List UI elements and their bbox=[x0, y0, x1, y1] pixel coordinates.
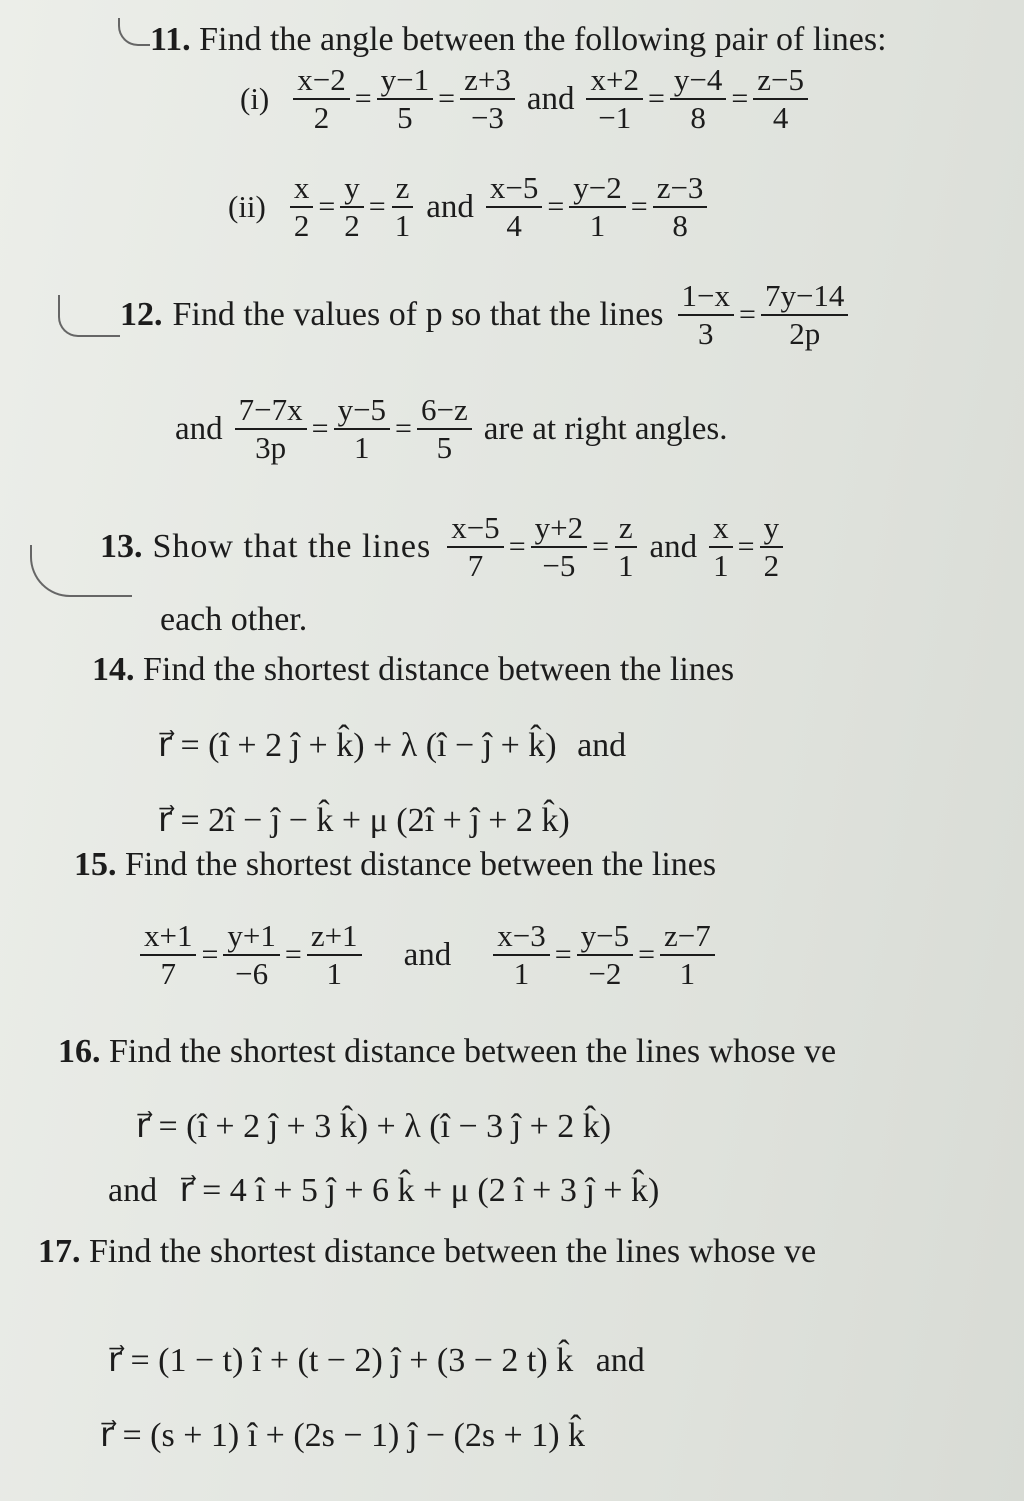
question-text: Find the shortest distance between the lines bbox=[125, 846, 717, 883]
question-17-heading bbox=[38, 1232, 816, 1272]
fraction: $\frac{y+2}{-5}$ bbox=[531, 510, 587, 584]
fraction: $\frac{x}{2}$ bbox=[290, 170, 314, 244]
question-text: Find the values of p so that the lines bbox=[172, 296, 664, 333]
part-label: (i) bbox=[240, 81, 270, 116]
question-11-heading bbox=[150, 20, 887, 60]
vector-equation: r⃗ = (1 − t) î + (t − 2) ĵ + (3 − 2 t) k̂ bbox=[108, 1342, 574, 1379]
question-12-line-1: 12. Find the values of p so that the lines $\frac{1-x}{3}$ = $\frac{7y-14}{2p}$ bbox=[120, 278, 850, 352]
fraction: $\frac{x}{1}$ bbox=[709, 510, 733, 584]
fraction: $\frac{6-z}{5}$ bbox=[417, 392, 472, 466]
vector-equation: r⃗ = (î + 2 ĵ + k̂) + λ (î − ĵ + k̂) bbox=[158, 727, 557, 764]
fraction: $\frac{y}{2}$ bbox=[340, 170, 364, 244]
question-text: Find the shortest distance between the lines whose ve bbox=[109, 1033, 837, 1070]
question-13-line-1: 13. Show that the lines $\frac{x-5}{7}$ = $\frac{y+2}{-5}$ = $\frac{z}{1}$ and $\frac{x}{1}$ = $\frac{y}{2}$ bbox=[100, 510, 785, 584]
question-11-part-i: (i) $\frac{x-2}{2}$ = $\frac{y-1}{5}$ = $\frac{z+3}{-3}$ and $\frac{x+2}{-1}$ = $\frac{y-4}{8}$ = $\frac{z-5}{4}$ bbox=[240, 62, 810, 136]
fraction: $\frac{z+1}{1}$ bbox=[307, 918, 362, 992]
and-word: and bbox=[108, 1172, 158, 1209]
fraction: $\frac{x-5}{4}$ bbox=[486, 170, 542, 244]
fraction: $\frac{1-x}{3}$ bbox=[678, 278, 734, 352]
fraction: $\frac{z+3}{-3}$ bbox=[460, 62, 515, 136]
question-text: Find the shortest distance between the lines bbox=[143, 651, 735, 688]
and-word: and bbox=[577, 727, 627, 764]
fraction: $\frac{y+1}{-6}$ bbox=[223, 918, 279, 992]
question-number: 14. bbox=[92, 651, 135, 688]
fraction: $\frac{7-7x}{3p}$ bbox=[235, 392, 307, 466]
fraction: $\frac{y-5}{-2}$ bbox=[577, 918, 633, 992]
question-text: Find the angle between the following pair of lines: bbox=[199, 21, 887, 58]
pencil-tick-mark bbox=[118, 18, 150, 46]
and-word: and bbox=[426, 188, 474, 225]
question-16-heading bbox=[58, 1032, 836, 1072]
question-16-line-1: r⃗ = (î + 2 ĵ + 3 k̂) + λ (î − 3 ĵ + 2 k̂) bbox=[136, 1108, 612, 1145]
fraction: $\frac{y}{2}$ bbox=[760, 510, 784, 584]
fraction: $\frac{z-7}{1}$ bbox=[660, 918, 715, 992]
fraction: $\frac{z-5}{4}$ bbox=[753, 62, 808, 136]
question-14-line-1 bbox=[158, 725, 626, 765]
question-number: 13. bbox=[100, 528, 143, 565]
fraction: $\frac{y-4}{8}$ bbox=[670, 62, 726, 136]
vector-equation: r⃗ = 4 î + 5 ĵ + 6 k̂ + μ (2 î + 3 ĵ + k̂) bbox=[179, 1172, 660, 1209]
question-number: 11. bbox=[150, 21, 191, 58]
question-number: 12. bbox=[120, 296, 163, 333]
fraction: $\frac{x+1}{7}$ bbox=[140, 918, 196, 992]
pencil-tick-mark bbox=[58, 295, 120, 337]
fraction: $\frac{z}{1}$ bbox=[391, 170, 415, 244]
question-17-line-2: r⃗ = (s + 1) î + (2s − 1) ĵ − (2s + 1) k̂ bbox=[100, 1417, 586, 1454]
fraction: $\frac{x+2}{-1}$ bbox=[586, 62, 642, 136]
question-tail: are at right angles. bbox=[483, 410, 728, 447]
question-13-tail: each other. bbox=[160, 601, 308, 638]
question-number: 16. bbox=[58, 1033, 101, 1070]
and-word: and bbox=[403, 936, 452, 973]
question-15-heading bbox=[74, 845, 716, 885]
question-number: 15. bbox=[74, 846, 117, 883]
and-word: and bbox=[595, 1342, 645, 1379]
question-12-line-2: and $\frac{7-7x}{3p}$ = $\frac{y-5}{1}$ = $\frac{6-z}{5}$ are at right angles. bbox=[175, 392, 728, 465]
question-15-equations: $\frac{x+1}{7}$ = $\frac{y+1}{-6}$ = $\frac{z+1}{1}$ and $\frac{x-3}{1}$ = $\frac{y-5}{-2}$ = $\frac{z-7}{1}$ bbox=[138, 918, 717, 992]
fraction: $\frac{y-5}{1}$ bbox=[334, 392, 390, 466]
question-14-heading bbox=[92, 650, 734, 690]
fraction: $\frac{x-3}{1}$ bbox=[493, 918, 549, 992]
question-text: Show that the lines bbox=[152, 528, 432, 565]
fraction: $\frac{7y-14}{2p}$ bbox=[761, 278, 848, 352]
fraction: $\frac{y-1}{5}$ bbox=[377, 62, 433, 136]
question-number: 17. bbox=[38, 1233, 81, 1270]
question-17-line-1 bbox=[108, 1340, 645, 1380]
question-11-part-ii: (ii) $\frac{x}{2}$ = $\frac{y}{2}$ = $\frac{z}{1}$ and $\frac{x-5}{4}$ = $\frac{y-2}{1}$ = $\frac{z-3}{8}$ bbox=[228, 170, 709, 244]
fraction: $\frac{x-5}{7}$ bbox=[447, 510, 503, 584]
fraction: $\frac{z-3}{8}$ bbox=[653, 170, 708, 244]
fraction: $\frac{y-2}{1}$ bbox=[569, 170, 625, 244]
fraction: $\frac{z}{1}$ bbox=[614, 510, 638, 584]
question-14-line-2: r⃗ = 2î − ĵ − k̂ + μ (2î + ĵ + 2 k̂) bbox=[158, 802, 570, 839]
part-label: (ii) bbox=[228, 189, 266, 224]
fraction: $\frac{x-2}{2}$ bbox=[293, 62, 349, 136]
and-word: and bbox=[526, 80, 575, 117]
and-word: and bbox=[649, 528, 698, 565]
and-word: and bbox=[175, 410, 223, 447]
question-text: Find the shortest distance between the lines whose ve bbox=[89, 1233, 817, 1270]
question-16-line-2 bbox=[108, 1170, 659, 1210]
